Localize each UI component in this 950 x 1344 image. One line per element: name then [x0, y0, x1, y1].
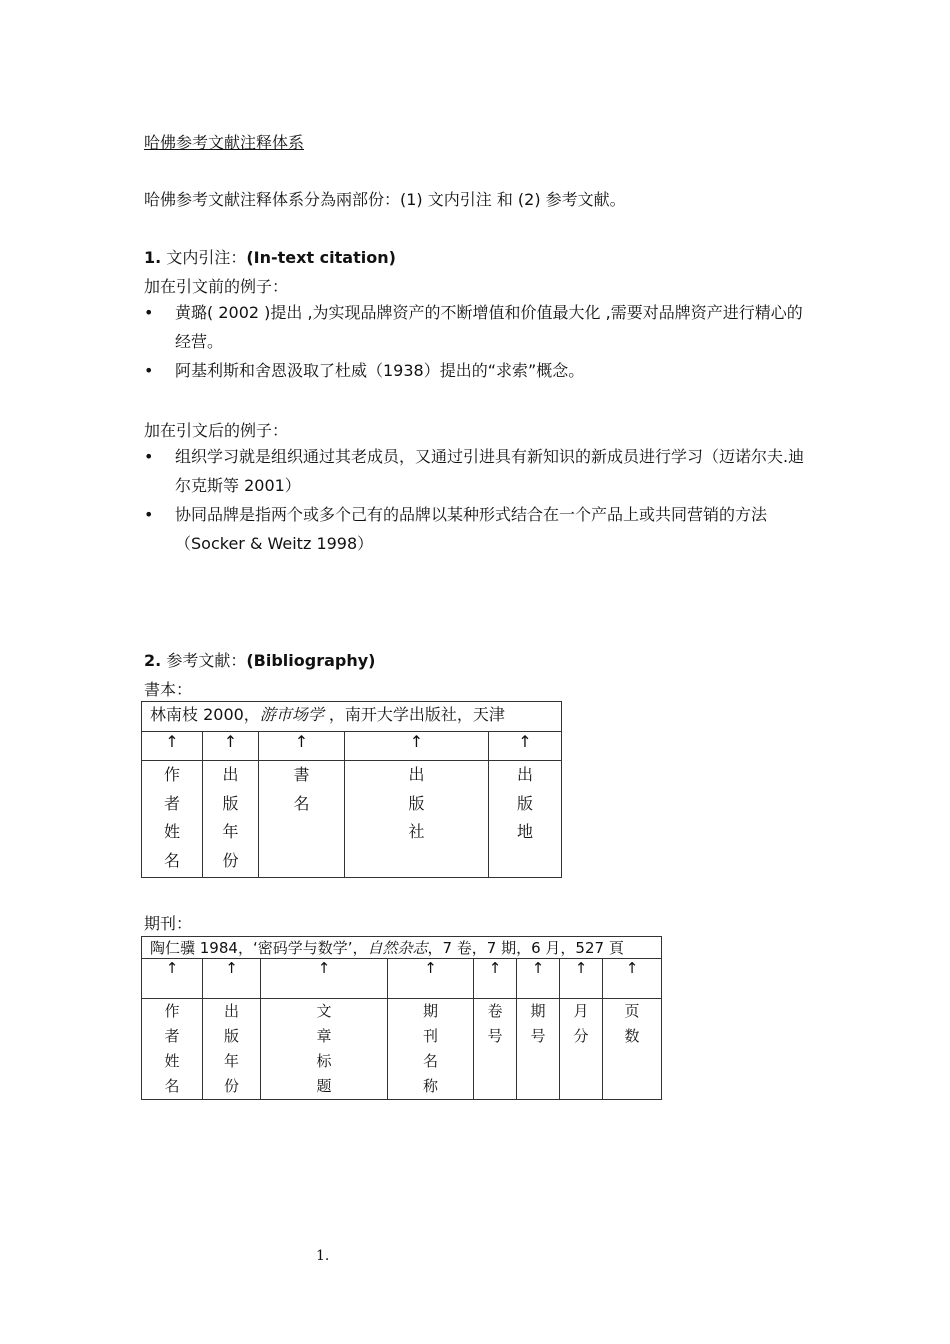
label-place: 出 版 地: [489, 761, 562, 878]
bullet-icon: •: [144, 447, 154, 466]
book-title-italic: 游市场学: [259, 705, 324, 724]
label-pages: 页 数: [603, 999, 662, 1100]
arrow-up-icon: ↑: [388, 959, 474, 999]
bullet-icon: •: [144, 361, 154, 380]
list-item: • 组织学习就是组织通过其老成员，又通过引进具有新知识的新成员进行学习（迈诺尔夫.迪尔克斯等 2001）: [144, 442, 814, 500]
arrow-up-icon: ↑: [142, 732, 203, 761]
section2-label: 参考文献：: [166, 651, 247, 670]
label-author: 作 者 姓 名: [142, 999, 203, 1100]
label-volume: 卷 号: [474, 999, 517, 1100]
label-year: 出 版 年 份: [203, 999, 261, 1100]
label-publisher: 出 版 社: [345, 761, 489, 878]
document-title: 哈佛参考文献注释体系: [144, 133, 305, 152]
section1-number: 1.: [144, 248, 162, 267]
book-label: 書本：: [144, 680, 193, 699]
label-issue: 期 号: [517, 999, 560, 1100]
journal-citation-example: 陶仁骥 1984，‘密码学与数学’，自然杂志，7 卷，7 期，6 月，527 頁: [142, 937, 662, 959]
after-examples-list: [144, 442, 814, 558]
arrow-up-icon: ↑: [345, 732, 489, 761]
arrow-up-icon: ↑: [259, 732, 345, 761]
label-author: 作 者 姓 名: [142, 761, 203, 878]
section1-label: 文内引注：: [166, 248, 247, 267]
page-number: 1.: [316, 1248, 330, 1264]
bullet-icon: •: [144, 303, 154, 322]
arrow-up-icon: ↑: [560, 959, 603, 999]
arrow-up-icon: ↑: [489, 732, 562, 761]
book-citation-example: 林南枝 2000，游市场学 ，南开大学出版社，天津: [142, 702, 562, 732]
section1-heading: [144, 245, 396, 268]
arrow-up-icon: ↑: [203, 959, 261, 999]
before-examples-list: [144, 298, 814, 385]
arrow-up-icon: ↑: [474, 959, 517, 999]
list-item: • 黄璐( 2002 )提出 ,为实现品牌资产的不断增值和价值最大化 ,需要对品牌资产进行精心的经营。: [144, 298, 814, 356]
after-examples-heading: 加在引文后的例子：: [144, 421, 289, 440]
book-citation-table: [141, 701, 562, 878]
label-month: 月 分: [560, 999, 603, 1100]
section2-number: 2.: [144, 651, 162, 670]
arrow-up-icon: ↑: [517, 959, 560, 999]
section2-en: (Bibliography): [246, 651, 376, 670]
journal-label: 期刊：: [144, 914, 193, 933]
bullet-icon: •: [144, 505, 154, 524]
section1-en: (In-text citation): [246, 248, 396, 267]
arrow-up-icon: ↑: [261, 959, 388, 999]
label-journal-name: 期 刊 名 称: [388, 999, 474, 1100]
arrow-up-icon: ↑: [203, 732, 259, 761]
label-article-title: 文 章 标 题: [261, 999, 388, 1100]
journal-title-italic: 自然杂志: [367, 939, 428, 957]
arrow-up-icon: ↑: [142, 959, 203, 999]
label-title: 書 名: [259, 761, 345, 878]
journal-citation-table: [141, 936, 662, 1100]
list-item: • 阿基利斯和舍恩汲取了杜威（1938）提出的“求索”概念。: [144, 356, 814, 385]
list-item: • 协同品牌是指两个或多个己有的品牌以某种形式结合在一个产品上或共同营销的方法（Socker & Weitz 1998）: [144, 500, 814, 558]
label-year: 出 版 年 份: [203, 761, 259, 878]
before-examples-heading: 加在引文前的例子：: [144, 277, 289, 296]
arrow-up-icon: ↑: [603, 959, 662, 999]
section2-heading: [144, 648, 375, 671]
intro-paragraph: 哈佛参考文献注释体系分為兩部份：(1) 文内引注 和 (2) 参考文献。: [144, 190, 626, 209]
